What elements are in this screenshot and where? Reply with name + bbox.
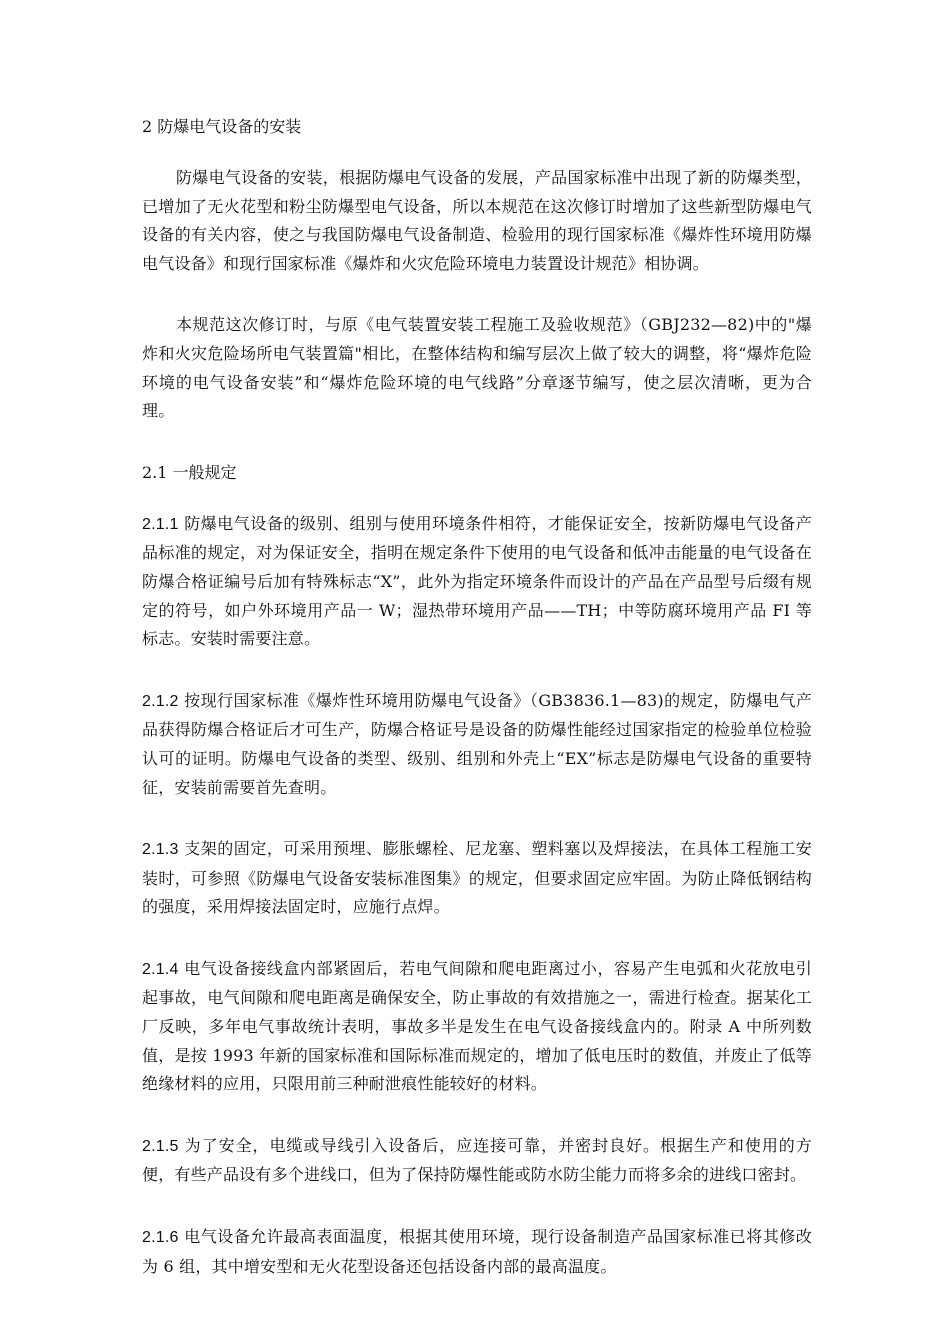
spacer [142,802,812,835]
clause-2-1-2 [142,687,812,802]
spacer [142,1190,812,1223]
intro-paragraph-1: 防爆电气设备的安装，根据防爆电气设备的发展，产品国家标准中出现了新的防爆类型，已增加了无火花型和粉尘防爆型电气设备，所以本规范在这次修订时增加了这些新型防爆电气设备的有关内容，使之与我国防爆电气设备制造、检验用的现行国家标准《爆炸性环境用防爆电气设备》和现行国家标准《爆炸和火灾危险环境电力装置设计规范》相协调。 [142,168,812,273]
clause-number: 2.1.4 [142,960,179,978]
spacer [142,1099,812,1132]
document-page [142,113,812,1281]
section-title: 2 防爆电气设备的安装 [142,117,302,136]
spacer [142,922,812,955]
clause-2-1-1 [142,510,812,654]
clause-2-1-5 [142,1132,812,1190]
subsection-title: 2.1 一般规定 [142,462,237,482]
clause-text: 防爆电气设备的级别、组别与使用环境条件相符，才能保证安全，按新防爆电气设备产品标准的规定，对为保证安全，指明在规定条件下使用的电气设备和低冲击能量的电气设备在防爆合格证编号后加有特殊标志“X”，此外为指定环境条件而设计的产品在产品型号后缀有规定的符号，如户外环境用产品一 W；湿热带环境用产品——TH；中等防腐环境用产品 FI 等标志。安装时需要注意。 [142,513,812,649]
spacer [142,487,812,510]
clause-2-1-4 [142,955,812,1099]
clause-2-1-6 [142,1223,812,1281]
clause-text: 电气设备允许最高表面温度，根据其使用环境，现行设备制造产品国家标准已将其修改为 6 组，其中增安型和无火花型设备还包括设备内部的最高温度。 [142,1227,812,1276]
clause-number: 2.1.1 [142,515,179,533]
clause-text: 电气设备接线盒内部紧固后，若电气间隙和爬电距离过小，容易产生电弧和火花放电引起事故，电气间隙和爬电距离是确保安全，防止事故的有效措施之一，需进行检查。据某化工厂反映，多年电气事故统计表明，事故多半是发生在电气设备接线盒内的。附录 A 中所列数值，是按 1993 年新的国家标准和国际标准而规定的，增加了低电压时的数值，并废止了低等绝缘材料的应用，只限用前三种耐泄痕性能较好的材料。 [142,958,812,1094]
clause-text: 按现行国家标准《爆炸性环境用防爆电气设备》（GB3836.1—83)的规定，防爆电气产品获得防爆合格证后才可生产，防爆合格证号是设备的防爆性能经过国家指定的检验单位检验认可的证明。防爆电气设备的类型、级别、组别和外壳上“EX”标志是防爆电气设备的重要特征，安装前需要首先查明。 [142,690,812,797]
clause-number: 2.1.5 [142,1137,179,1155]
clause-number: 2.1.3 [142,841,179,859]
clause-number: 2.1.2 [142,692,179,710]
intro-paragraph-2: 本规范这次修订时，与原《电气装置安装工程施工及验收规范》（GBJ232—82)中的"爆炸和火灾危险场所电气装置篇"相比，在整体结构和编写层次上做了较大的调整，将“爆炸危险环境的电气设备安装”和“爆炸危险环境的电气线路”分章逐节编写，使之层次清晰，更为合理。 [142,315,812,421]
spacer [142,278,812,311]
clause-text: 支架的固定，可采用预埋、膨胀螺栓、尼龙塞、塑料塞以及焊接法，在具体工程施工安装时，可参照《防爆电气设备安装标准图集》的规定，但要求固定应牢固。为防止降低钢结构的强度，采用焊接法固定时，应施行点焊。 [142,839,812,917]
spacer [142,426,812,459]
spacer [142,654,812,687]
clause-2-1-3 [142,835,812,922]
clause-text: 为了安全，电缆或导线引入设备后，应连接可靠，并密封良好。根据生产和使用的方便，有些产品设有多个进线口，但为了保持防爆性能或防水防尘能力而将多余的进线口密封。 [142,1135,812,1185]
spacer [142,141,812,164]
clause-number: 2.1.6 [142,1229,179,1247]
